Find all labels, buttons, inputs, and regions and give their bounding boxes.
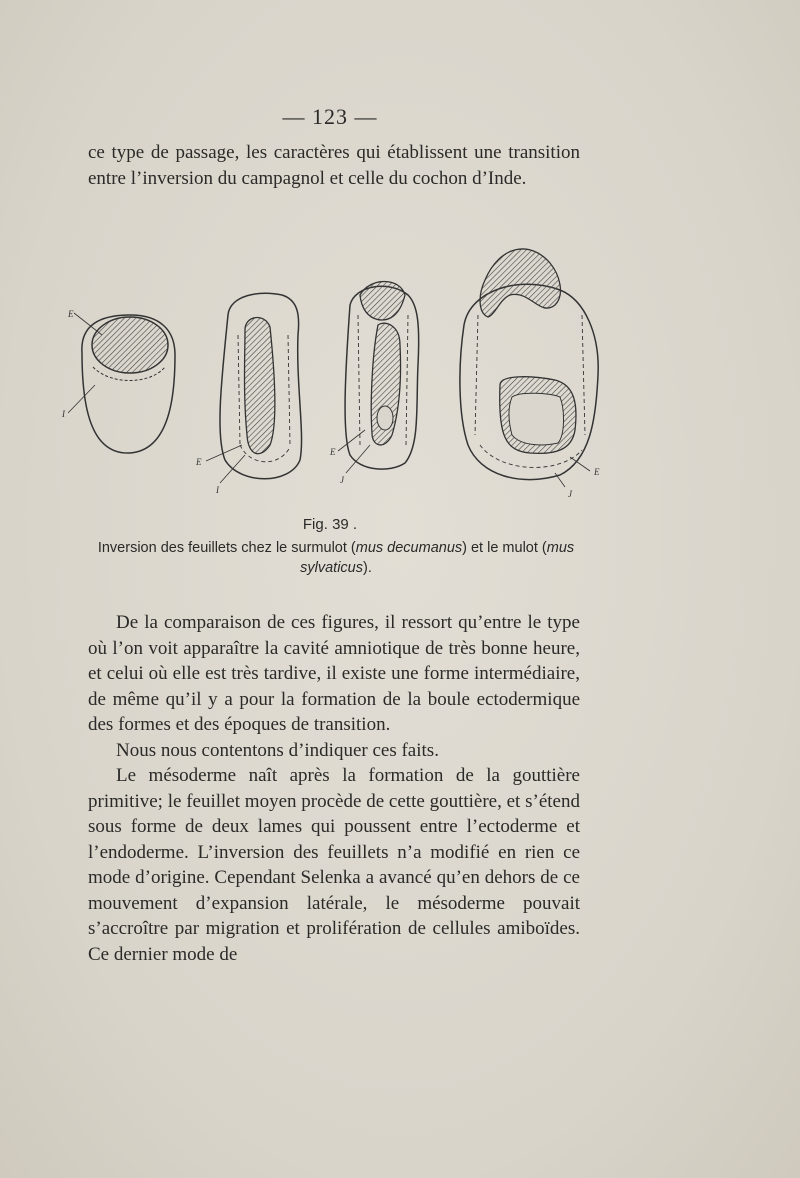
figure-39 bbox=[60, 235, 620, 515]
embryo-drawing-1 bbox=[61, 309, 175, 453]
figure-title: Fig. 39 . bbox=[302, 516, 358, 533]
paragraph-1: De la comparaison de ces figures, il ressort qu’entre le type où l’on voit apparaître la cavité amniotique de très bonne heure, et celui où elle est très tardive, il existe une forme intermédiaire, de même qu’il y a pour la formation de la boule ectodermique des formes et des époques de transition. bbox=[88, 612, 580, 735]
svg-text:I: I bbox=[62, 409, 65, 419]
figure-drawing bbox=[60, 235, 620, 515]
svg-text:E: E bbox=[196, 457, 202, 467]
svg-text:E: E bbox=[330, 447, 336, 457]
caption-suffix: ). bbox=[363, 560, 372, 576]
caption-species-2: mus sylvaticus bbox=[300, 540, 575, 576]
paragraph-3: Le mésoderme naît après la formation de la gouttière primitive; le feuillet moyen procède de cette gouttière, et s’étend sous forme de deux lames qui poussent entre l’ectoderme et l’endoderme. L’inversion des feuillets n’a modifié en rien ce mode d’origine. Cependant Selenka a avancé qu’en dehors de ce mouvement d’expansion latérale, le mésoderme pouvait s’accroître par migration et prolifération de cellules amiboïdes. Ce dernier mode de bbox=[88, 765, 580, 965]
embryo-drawing-3 bbox=[329, 282, 419, 486]
svg-text:E: E bbox=[594, 467, 600, 477]
svg-text:J: J bbox=[568, 489, 572, 499]
svg-text:E: E bbox=[68, 309, 74, 319]
embryo-drawing-4 bbox=[460, 249, 600, 499]
page-number: — 123 — bbox=[282, 104, 378, 129]
caption-middle: ) et le mulot ( bbox=[462, 540, 547, 556]
caption-prefix: Inversion des feuillets chez le surmulot ( bbox=[97, 540, 356, 556]
embryo-drawing-2 bbox=[195, 293, 302, 495]
svg-text:J: J bbox=[340, 475, 344, 485]
intro-paragraph bbox=[88, 140, 580, 191]
caption-species-1: mus decumanus bbox=[355, 540, 463, 556]
paragraph-2: Nous nous contentons d’indiquer ces faits. bbox=[116, 739, 439, 761]
figure-caption bbox=[86, 538, 586, 578]
body-text bbox=[88, 610, 580, 967]
svg-text:I: I bbox=[216, 485, 219, 495]
intro-text: ce type de passage, les caractères qui établissent une transition entre l’inversion du campagnol et celle du cochon d’Inde. bbox=[88, 142, 580, 189]
